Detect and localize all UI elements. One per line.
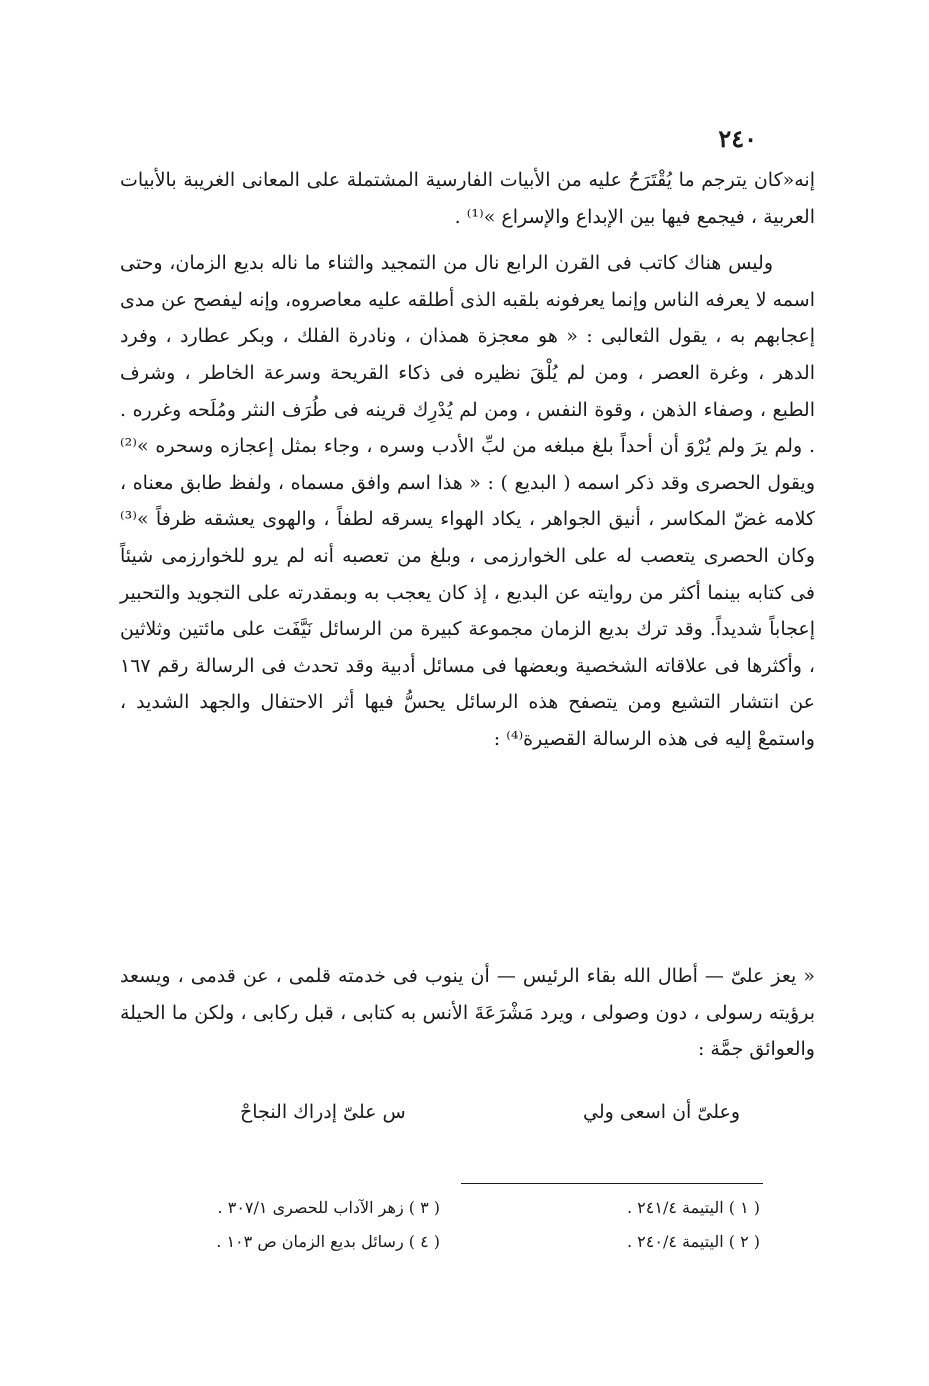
footnote-divider <box>461 1183 763 1184</box>
footnotes <box>120 1191 760 1259</box>
main-text <box>120 162 815 758</box>
paragraph-1: إنه«كان يترجم ما يُقْتَرَحُ عليه من الأبيات الفارسية المشتملة على المعانى الغريبة بالأبيات العربية ، فيجمع فيها بين الإبداع والإسراع »⁽¹⁾ . <box>120 169 815 228</box>
verse-first-hemistich: وعلىّ أن اسعى ولي <box>583 1101 740 1123</box>
footnote-3: ( ٣ ) زهر الآداب للحصرى ٣٠٧/١ . <box>217 1198 440 1217</box>
paragraph-2: وليس هناك كاتب فى القرن الرابع نال من التمجيد والثناء ما ناله بديع الزمان، وحتى اسمه لا يعرفه الناس وإنما يعرفونه بلقبه الذى أطلقه عليه معاصروه، وإنه ليفصح عن مدى إعجابهم به ، يقول الثعالبى : « هو معجزة همذان ، ونادرة الفلك ، وبكر عطارد ، وفرد الدهر ، وغرة العصر ، ومن لم يُلْقَ نظيره فى ذكاء القريحة وسرعة الخاطر ، وشرف الطبع ، وصفاء الذهن ، وقوة النفس ، ومن لم يُدْرِك قرينه فى طُرَف النثر ومُلَحه وغرره . . ولم يرَ ولم يُرْوَ أن أحداً بلغ مبلغه من لبِّ الأدب وسره ، وجاء بمثل إعجازه وسحره »⁽²⁾ ويقول الحصرى وقد ذكر اسمه ( البديع ) : « هذا اسم وافق مسماه ، ولفظ طابق معناه ، كلامه غضّ المكاسر ، أنيق الجواهر ، يكاد الهواء يسرقه لطفاً ، والهوى يعشقه ظرفاً »⁽³⁾ وكان الحصرى يتعصب له على الخوارزمى ، وبلغ من تعصبه أنه لم يرو للخوارزمى شيئاً فى كتابه بينما أكثر من روايته عن البديع ، إذ كان يعجب به وبمقدرته على التجويد والتحبير إعجاباً شديداً. وقد ترك بديع الزمان مجموعة كبيرة من الرسائل نَيَّفَت على مائتين وثلاثين ، وأكثرها فى علاقاته الشخصية وبعضها فى مسائل أدبية وقد تحدث فى الرسالة رقم ١٦٧ عن انتشار التشيع ومن يتصفح هذه الرسائل يحسُّ فيها أثر الاحتفال والجهد الشديد ، واستمعْ إليه فى هذه الرسالة القصيرة⁽⁴⁾ : <box>120 252 815 750</box>
quoted-letter <box>120 958 815 1068</box>
page-number: ٢٤٠ <box>718 124 757 153</box>
footnote-2: ( ٢ ) اليتيمة ٢٤٠/٤ . <box>627 1232 760 1251</box>
footnote-4: ( ٤ ) رسائل بديع الزمان ص ١٠٣ . <box>216 1232 440 1251</box>
quote-text: « يعز علىّ — أطال الله بقاء الرئيس — أن ينوب فى خدمته قلمى ، عن قدمى ، ويسعد برؤيته رسولى ، دون وصولى ، ويرد مَشْرَعَةَ الأنس به كتابى ، قبل ركابى ، ولكن ما الحيلة والعوائق جمَّة : <box>120 965 815 1061</box>
footnote-1: ( ١ ) اليتيمة ٢٤١/٤ . <box>627 1198 760 1217</box>
verse-second-hemistich: س علىّ إدراك النجاحْ <box>240 1101 406 1123</box>
poetry-verse <box>240 1094 740 1130</box>
